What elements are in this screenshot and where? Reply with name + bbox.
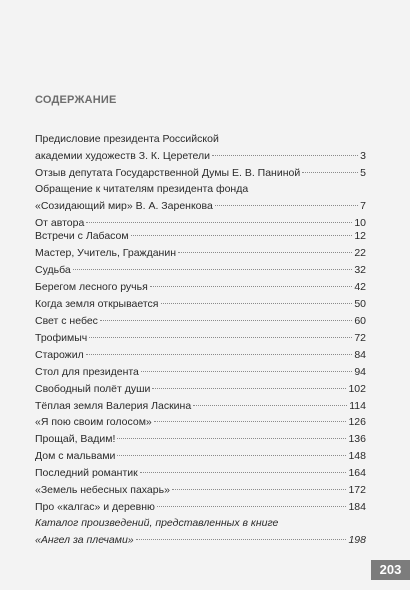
toc-entry-title: «Я пою своим голосом» bbox=[35, 416, 152, 429]
toc-entry-page-number: 10 bbox=[354, 216, 366, 229]
toc-entry-title: Прощай, Вадим! bbox=[35, 433, 116, 446]
dot-leader bbox=[212, 155, 358, 156]
toc-group-catalog bbox=[35, 515, 366, 549]
contents-heading: СОДЕРЖАНИЕ bbox=[35, 94, 117, 106]
toc-entry-title: Мастер, Учитель, Гражданин bbox=[35, 246, 177, 259]
toc-entry-page-number: 7 bbox=[360, 200, 366, 213]
toc-entry-title: От автора bbox=[35, 216, 85, 229]
toc-entry-title: академии художеств З. К. Церетели bbox=[35, 149, 210, 162]
toc-entry bbox=[35, 364, 366, 381]
dot-leader bbox=[215, 205, 358, 206]
toc-entry-title: Про «калгас» и деревню bbox=[35, 501, 155, 514]
toc-entry-page-number: 72 bbox=[354, 331, 366, 344]
toc-entry-page-number: 198 bbox=[348, 533, 366, 546]
dot-leader bbox=[140, 472, 347, 473]
dot-leader bbox=[172, 489, 347, 490]
toc-entry-page-number: 12 bbox=[354, 230, 366, 242]
dot-leader bbox=[161, 303, 353, 304]
toc-entry-title: «Ангел за плечами» bbox=[35, 533, 134, 546]
toc-entry-page-number: 136 bbox=[348, 433, 366, 446]
toc-entry-page-number: 148 bbox=[348, 450, 366, 463]
toc-entry-page-number: 102 bbox=[348, 382, 366, 395]
toc-entry-title: «Земель небесных пахарь» bbox=[35, 484, 170, 497]
page-number-badge: 203 bbox=[371, 560, 410, 580]
dot-leader bbox=[302, 172, 358, 173]
toc-entry bbox=[35, 165, 366, 182]
toc-entry-page-number: 42 bbox=[354, 280, 366, 293]
toc-entry bbox=[35, 330, 366, 347]
dot-leader bbox=[136, 539, 347, 540]
dot-leader bbox=[86, 354, 353, 355]
toc-entry-title: Последний романтик bbox=[35, 467, 138, 480]
dot-leader bbox=[178, 252, 352, 253]
toc-entry-page-number: 184 bbox=[348, 501, 366, 514]
toc-entry-title: Отзыв депутата Государственной Думы Е. В. Паниной bbox=[35, 166, 301, 179]
toc-entry-title: Дом с мальвами bbox=[35, 450, 116, 463]
toc-entry-title: Встречи с Лабасом bbox=[35, 230, 129, 242]
toc-group-essays bbox=[35, 228, 366, 516]
dot-leader bbox=[73, 269, 353, 270]
toc-entry bbox=[35, 499, 366, 516]
toc-entry-title-line1: Обращение к читателям президента фонда bbox=[35, 183, 249, 196]
toc-entry-page-number: 3 bbox=[360, 149, 366, 162]
toc-entry-page-number: 22 bbox=[354, 246, 366, 259]
toc-entry-title: «Созидающий мир» В. А. Заренкова bbox=[35, 200, 213, 213]
toc-entry bbox=[35, 414, 366, 431]
toc-entry-page-number: 172 bbox=[348, 484, 366, 497]
toc-entry-page-number: 5 bbox=[360, 166, 366, 179]
toc-entry-page-number: 60 bbox=[354, 314, 366, 327]
dot-leader bbox=[100, 320, 352, 321]
dot-leader bbox=[152, 388, 346, 389]
toc-entry bbox=[35, 279, 366, 296]
toc-entry-page-number: 164 bbox=[348, 467, 366, 480]
toc-entry-title: Когда земля открывается bbox=[35, 297, 159, 310]
toc-entry-title: Берегом лесного ручья bbox=[35, 280, 148, 293]
toc-entry-title: Трофимыч bbox=[35, 331, 88, 344]
toc-entry bbox=[35, 381, 366, 398]
dot-leader bbox=[117, 438, 346, 439]
toc-entry bbox=[35, 431, 366, 448]
dot-leader bbox=[157, 506, 347, 507]
toc-entry-page-number: 50 bbox=[354, 297, 366, 310]
toc-entry bbox=[35, 398, 366, 415]
toc-entry bbox=[35, 465, 366, 482]
toc-entry-page-number: 114 bbox=[349, 399, 366, 412]
toc-group-forewords bbox=[35, 131, 366, 232]
toc-entry bbox=[35, 228, 366, 245]
dot-leader bbox=[117, 455, 346, 456]
dot-leader bbox=[193, 405, 347, 406]
toc-entry bbox=[35, 448, 366, 465]
toc-entry bbox=[35, 245, 366, 262]
toc-entry bbox=[35, 515, 366, 549]
toc-entry bbox=[35, 313, 366, 330]
dot-leader bbox=[154, 421, 347, 422]
toc-entry bbox=[35, 482, 366, 499]
dot-leader bbox=[150, 286, 353, 287]
toc-entry-title: Тёплая земля Валерия Ласкина bbox=[35, 399, 192, 412]
toc-entry-title-line1: Предисловие президента Российской bbox=[35, 133, 219, 145]
toc-entry-title: Судьба bbox=[35, 263, 71, 276]
toc-entry bbox=[35, 262, 366, 279]
toc-entry-page-number: 126 bbox=[348, 416, 366, 429]
toc-entry-page-number: 84 bbox=[354, 348, 366, 361]
toc-entry bbox=[35, 296, 366, 313]
toc-entry-title: Старожил bbox=[35, 348, 84, 361]
toc-entry-page-number: 94 bbox=[354, 365, 366, 378]
toc-entry-title: Свободный полёт души bbox=[35, 382, 151, 395]
dot-leader bbox=[131, 235, 353, 236]
toc-entry bbox=[35, 181, 366, 215]
toc-entry-title: Стол для президента bbox=[35, 365, 139, 378]
toc-entry bbox=[35, 131, 366, 165]
dot-leader bbox=[141, 371, 352, 372]
toc-entry-title: Свет с небес bbox=[35, 314, 98, 327]
toc-entry bbox=[35, 347, 366, 364]
dot-leader bbox=[86, 222, 352, 223]
toc-entry-page-number: 32 bbox=[354, 263, 366, 276]
dot-leader bbox=[89, 337, 352, 338]
toc-entry-title-line1: Каталог произведений, представленных в книге bbox=[35, 517, 279, 529]
